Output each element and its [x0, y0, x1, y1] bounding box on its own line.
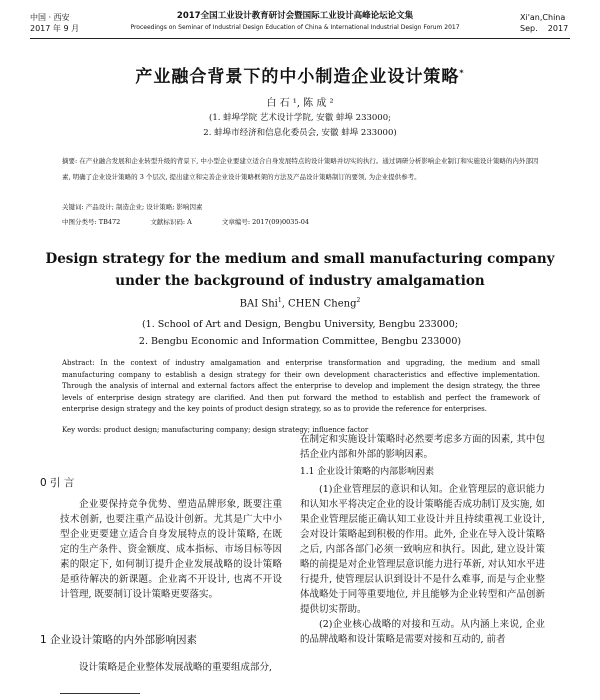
authors-en — [0, 297, 600, 309]
affiliations-cn — [0, 111, 600, 141]
right-column — [300, 432, 545, 647]
header-divider — [30, 38, 570, 39]
section-1-paragraph: 设计策略是企业整体发展战略的重要组成部分, — [79, 662, 273, 673]
abstract-cn: 摘要: 在产业融合发展和企业转型升级的背景下, 中小型企业要建立适合自身发展特点的设计策略并切实的执行。通过调研分析影响企业制订和实施设计策略的内外部因素, 明确了企业设计策略的 3 个层次, 提出建立和完善企业设计策略框架的方法及产品设计策略制订的要领, 为企业提供参考。 — [62, 157, 539, 181]
abstract-en: Abstract: In the context of industry amalgamation and enterprise transformation and upgrading, the medium and small manufacturing company to establish a design strategy for their own development characteristics and effective implementation. Through the analysis of internal and external factors affect the enterprise to develop and implement the design strategy, the three levels of enterprise design strategy are clarified. And then put forward the method to establish and perfect the framework of enterprise design strategy and the key points of product design strategy, so as to provide the reference for enterprises. — [62, 359, 540, 413]
title-en-line2: under the background of industry amalgamation — [115, 273, 485, 289]
paper-title-cn — [0, 62, 600, 87]
section-0-heading: 0 引 言 — [40, 477, 75, 489]
author-en-2-mark: 2 — [356, 297, 361, 304]
right-paragraph-2: (2)企业核心战略的对接和互动。从内涵上来说, 企业的品牌战略和设计策略是需要对接和互动的, 前者 — [300, 619, 545, 645]
title-footnote-mark: * — [459, 68, 465, 78]
header-proceedings-en: Proceedings on Seminar of Industrial Design Education of China & International Industrial Design Forum 2017 — [130, 24, 460, 31]
footnote-divider — [60, 693, 140, 694]
affiliation-en-1: (1. School of Art and Design, Bengbu University, Bengbu 233000; — [141, 319, 459, 330]
header-date: 2017 年 9 月 — [30, 24, 80, 33]
author-en-2: , CHEN Cheng — [281, 298, 357, 310]
author-en-1-mark: 1 — [277, 297, 282, 304]
affiliation-cn-1: (1. 蚌埠学院 艺术设计学院, 安徽 蚌埠 233000; — [209, 113, 391, 123]
header-location-en: Xi'an,China — [520, 13, 566, 22]
section-1-heading: 1 企业设计策略的内外部影响因素 — [40, 634, 198, 646]
paper-title-en — [0, 248, 600, 292]
keywords-cn: 关键词: 产品设计; 制造企业; 设计策略; 影响因素 — [62, 203, 203, 211]
affiliation-en-2: 2. Bengbu Economic and Information Committee, Bengbu 233000) — [138, 336, 462, 347]
section-0-body — [60, 497, 282, 602]
article-number: 文章编号: 2017(09)0035-04 — [221, 218, 310, 226]
subsection-1-1-heading: 1.1 企业设计策略的内部影响因素 — [300, 467, 435, 477]
authors-cn: 白 石 ¹, 陈 成 ² — [266, 98, 334, 109]
affiliation-cn-2: 2. 蚌埠市经济和信息化委员会, 安徽 蚌埠 233000) — [203, 128, 397, 138]
header-right — [520, 12, 568, 34]
affiliations-en — [0, 316, 600, 350]
doc-code: 文献标识码: A — [150, 218, 192, 226]
right-paragraph-1: (1)企业管理层的意识和认知。企业管理层的意识能力和认知水平将决定企业的设计策略能否成功制订及实施, 如果企业管理层能正确认知工业设计并且持续重视工业设计, 会对设计策略起到积极的作用。此外, 企业在导入设计策略之后, 内部各部门必须一致响应和执行。因此, 建立设计策略的前提是对企业管理层意识能力进行革新, 对认知水平进行提升, 使管理层认识到设计不是什么难事, 而是与企业整体战略处于同等重要地位, 并且能够为企业转型和产品创新提供切实帮助。 — [300, 484, 545, 615]
section-1-body — [60, 660, 282, 675]
header-proceedings-cn: 2017全国工业设计教育研讨会暨国际工业设计高峰论坛论文集 — [176, 11, 414, 21]
title-en-line1: Design strategy for the medium and small manufacturing company — [45, 251, 555, 267]
header-center — [95, 11, 495, 33]
section-0-paragraph: 企业要保持竞争优势、塑造品牌形象, 既要注重技术创新, 也要注重产品设计创新。尤其是广大中小型企业更要建立适合自身发展特点的设计策略, 在既定的生产条件、资金额度、成本指标、市场目标等因素的限定下, 如何制订提升企业发展战略的设计策略是亟待解决的新课题。企业离不开设计, 也离不开设计管理, 既要制订设计策略更要落实。 — [60, 499, 282, 600]
classification-line — [62, 217, 540, 226]
clc-number: 中图分类号: TB472 — [62, 218, 121, 226]
author-en-1: BAI Shi — [239, 298, 278, 310]
header-date-en: Sep. 2017 — [520, 24, 569, 33]
header-location: 中国 · 西安 — [30, 13, 70, 22]
keywords-en: Key words: product design; manufacturing company; design strategy; influence factor — [62, 426, 369, 434]
right-col-continuation: 在制定和实施设计策略时必然要考虑多方面的因素, 其中包括企业内部和外部的影响因素。 — [300, 434, 545, 460]
header-left — [30, 12, 79, 34]
title-cn-text: 产业融合背景下的中小制造企业设计策略 — [135, 67, 460, 87]
